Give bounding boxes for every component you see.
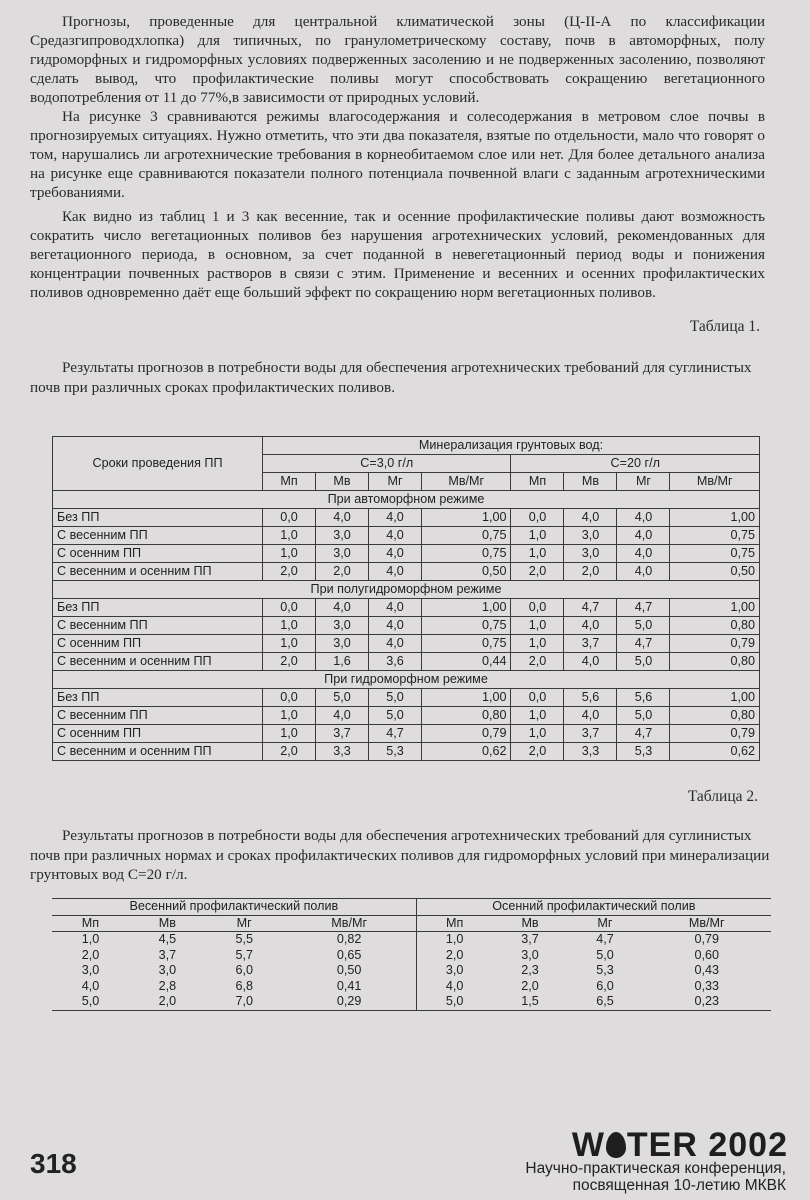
table-1-cell: 1,00 bbox=[670, 509, 760, 527]
table-1-cell: 0,79 bbox=[670, 725, 760, 743]
table-2-subheader: Мв/Мг bbox=[642, 915, 771, 932]
table-1-cell: 1,0 bbox=[263, 617, 316, 635]
table-1-cell: 0,80 bbox=[670, 653, 760, 671]
table-1-row-label: С осенним ПП bbox=[53, 725, 263, 743]
table-1-subheader: Мв bbox=[564, 473, 617, 491]
table-2-cell: 0,23 bbox=[642, 994, 771, 1010]
table-1-cell: 3,7 bbox=[316, 725, 369, 743]
table-1-cell: 1,0 bbox=[263, 545, 316, 563]
table-2-body bbox=[52, 932, 771, 1011]
table-2-cell: 4,0 bbox=[81, 978, 100, 993]
table-1-cell: 0,80 bbox=[670, 617, 760, 635]
table-1-cell: 3,0 bbox=[316, 617, 369, 635]
table-1-cell: 0,62 bbox=[670, 743, 760, 761]
table-1-cell: 3,0 bbox=[564, 527, 617, 545]
table-1-cell: 2,0 bbox=[263, 653, 316, 671]
paragraph-3-text: Как видно из таблиц 1 и 3 как весенние, так и осенние профилактические поливы дают возможность сократить число вегетационных поливов без нарушения агротехнических условий, рекомендованных для вегетационного периода, в основном, за счет поданной в невегетационный период воды и понижения концентрации почвенных растворов в связи с этим. Применение и весенних и осенних профилактических поливов одновременно даёт еще больший эффект по сокращению норм вегетационных поливов. bbox=[30, 208, 765, 301]
table-1-cell: 4,0 bbox=[564, 653, 617, 671]
table-2-cell: 3,0 bbox=[158, 963, 177, 978]
table-1-cell: 5,6 bbox=[617, 689, 670, 707]
table-1-cell: 0,75 bbox=[422, 545, 511, 563]
table-row bbox=[53, 617, 760, 635]
table-1-cell: 0,0 bbox=[263, 509, 316, 527]
table-row bbox=[53, 689, 760, 707]
table-1-subheader: Мв/Мг bbox=[670, 473, 760, 491]
table-2-cell: 4,0 bbox=[445, 978, 464, 993]
table-1-cell: 1,0 bbox=[511, 707, 564, 725]
table-1-cell: 4,0 bbox=[369, 617, 422, 635]
table-1-heading-text: Результаты прогнозов в потребности воды для обеспечения агротехнических требований для суглинистых почв при различных сроках профилактических поливов. bbox=[30, 359, 752, 396]
table-1-cell: 0,0 bbox=[511, 689, 564, 707]
table-1-group-2-header: C=20 г/л bbox=[511, 455, 760, 473]
table-2-cell: 5,3 bbox=[596, 963, 614, 978]
table-row bbox=[53, 653, 760, 671]
table-1-section-row bbox=[53, 491, 760, 509]
table-2-cell: 4,7 bbox=[596, 932, 614, 947]
table-1-cell: 4,0 bbox=[316, 707, 369, 725]
table-1-row-label: С весенним ПП bbox=[53, 707, 263, 725]
table-2-cell: 0,50 bbox=[283, 963, 417, 979]
table-2-group-1-header: Весенний профилактический полив bbox=[52, 899, 416, 916]
table-2-cell: 7,0 bbox=[206, 994, 283, 1010]
table-row bbox=[53, 743, 760, 761]
table-1-section-title: При гидроморфном режиме bbox=[53, 671, 760, 689]
table-1-cell: 2,0 bbox=[511, 563, 564, 581]
table-2-cell: 0,41 bbox=[283, 979, 417, 995]
table-1-subheader: Мв bbox=[316, 473, 369, 491]
table-1-row-label: Без ПП bbox=[53, 689, 263, 707]
table-1-cell: 0,75 bbox=[422, 635, 511, 653]
table-1-cell: 5,0 bbox=[617, 653, 670, 671]
table-1-cell: 0,79 bbox=[422, 725, 511, 743]
table-2-subheader: Мв bbox=[493, 915, 568, 932]
table-2-subheader: Мп bbox=[416, 915, 492, 932]
table-1-cell: 1,00 bbox=[670, 599, 760, 617]
table-1-cell: 0,50 bbox=[422, 563, 511, 581]
table-1-row-label: Без ПП bbox=[53, 599, 263, 617]
table-row bbox=[53, 635, 760, 653]
table-2-cell: 2,3 bbox=[521, 963, 539, 978]
table-1-cell: 4,7 bbox=[564, 599, 617, 617]
table-1-subheader: Мв/Мг bbox=[422, 473, 511, 491]
table-1-cell: 1,0 bbox=[263, 725, 316, 743]
table-2-caption: Таблица 2. bbox=[687, 788, 758, 805]
table-1-subheader: Мп bbox=[263, 473, 316, 491]
table-1-cell: 4,0 bbox=[564, 707, 617, 725]
table-1-cell: 2,0 bbox=[511, 653, 564, 671]
water-drop-icon bbox=[606, 1132, 626, 1158]
table-2-subheader: Мп bbox=[52, 915, 129, 932]
table-1-cell: 0,80 bbox=[670, 707, 760, 725]
conference-line-1: Научно-практическая конференция, bbox=[525, 1160, 786, 1177]
table-2-cell: 3,7 bbox=[158, 947, 177, 962]
table-1-cell: 3,7 bbox=[564, 725, 617, 743]
table-2-heading bbox=[30, 826, 770, 885]
table-2-cell: 0,79 bbox=[694, 932, 719, 947]
table-1-cell: 4,0 bbox=[369, 509, 422, 527]
table-1-cell: 1,00 bbox=[422, 509, 511, 527]
table-1-cell: 1,0 bbox=[263, 707, 316, 725]
table-2-subheader-row bbox=[52, 915, 771, 932]
table-1-cell: 2,0 bbox=[511, 743, 564, 761]
table-1-cell: 4,7 bbox=[369, 725, 422, 743]
table-2-cell: 6,8 bbox=[235, 978, 253, 993]
table-1-row-label: С весенним и осенним ПП bbox=[53, 563, 263, 581]
table-1-cell: 5,0 bbox=[369, 689, 422, 707]
table-1-cell: 0,75 bbox=[670, 527, 760, 545]
table-1-row-label: С весенним и осенним ПП bbox=[53, 653, 263, 671]
table-1-cell: 2,0 bbox=[316, 563, 369, 581]
table-row bbox=[53, 563, 760, 581]
table-2-cell: 2,0 bbox=[129, 994, 206, 1010]
table-1-cell: 3,3 bbox=[564, 743, 617, 761]
table-1-cell: 1,00 bbox=[670, 689, 760, 707]
table-1-heading bbox=[30, 358, 770, 397]
table-row bbox=[52, 963, 771, 979]
table-row bbox=[52, 932, 771, 948]
table-1-subheader: Мг bbox=[369, 473, 422, 491]
table-1-cell: 4,0 bbox=[617, 527, 670, 545]
table-1-row-label: С весенним ПП bbox=[53, 617, 263, 635]
table-1-cell: 0,75 bbox=[422, 527, 511, 545]
table-1-cell: 3,7 bbox=[564, 635, 617, 653]
table-1-cell: 0,79 bbox=[670, 635, 760, 653]
table-1-cell: 0,0 bbox=[263, 689, 316, 707]
paragraph-2-text: На рисунке 3 сравниваются режимы влагосодержания и солесодержания в метровом слое почвы в прогнозируемых ситуациях. Нужно отметить, что эти два показателя, взятые по отдельности, мало что говорят о том, нарушались ли агротехнические требования в корнеобитаемом слое или нет. Для более детального анализа на рисунке еще сравниваются показатели полного потенциала почвенной влаги с заданным агротехническими требованиями. bbox=[30, 108, 765, 201]
table-1-cell: 5,0 bbox=[369, 707, 422, 725]
conference-line-2: посвященная 10-летию МКВК bbox=[572, 1177, 786, 1194]
table-2-cell: 3,0 bbox=[81, 963, 100, 978]
table-row bbox=[53, 545, 760, 563]
table-1-cell: 3,0 bbox=[316, 545, 369, 563]
table-1-row-label: Без ПП bbox=[53, 509, 263, 527]
table-2-cell: 1,0 bbox=[81, 932, 100, 947]
table-row bbox=[53, 725, 760, 743]
table-1-row-label: С осенним ПП bbox=[53, 635, 263, 653]
table-2-cell: 3,0 bbox=[445, 963, 464, 978]
table-1-cell: 4,0 bbox=[316, 509, 369, 527]
table-1-cell: 5,3 bbox=[617, 743, 670, 761]
table-1-cell: 0,0 bbox=[511, 509, 564, 527]
table-2-cell: 3,7 bbox=[521, 932, 539, 947]
table-2-cell: 2,0 bbox=[445, 947, 464, 962]
table-1-cell: 4,0 bbox=[617, 545, 670, 563]
table-1-cell: 1,6 bbox=[316, 653, 369, 671]
table-1-cell: 0,75 bbox=[422, 617, 511, 635]
paragraph-1-text: Прогнозы, проведенные для центральной климатической зоны (Ц-II-А по классификации Средазгипроводхлопка) для типичных, по гранулометрическому составу, почв в автоморфных, полу гидроморфных и гидроморфных условиях подверженных засолению и не подверженных засолению, позволяют сделать вывод, что профилактические поливы могут способствовать сокращению вегетационного водопотребления от 11 до 77%,в зависимости от природных условий. bbox=[30, 13, 765, 106]
table-2-cell: 2,0 bbox=[521, 978, 539, 993]
table-1-cell: 0,80 bbox=[422, 707, 511, 725]
table-2-heading-text: Результаты прогнозов в потребности воды для обеспечения агротехнических требований для суглинистых почв при различных нормах и сроках профилактических поливов для гидроморфных условий при минерализации грунтовых вод С=20 г/л. bbox=[30, 827, 770, 883]
table-2-cell: 1,5 bbox=[493, 994, 568, 1010]
table-1-section-title: При автоморфном режиме bbox=[53, 491, 760, 509]
table-1-cell: 4,0 bbox=[316, 599, 369, 617]
table-1-cell: 1,0 bbox=[511, 635, 564, 653]
paragraph-1 bbox=[30, 12, 765, 107]
table-2-cell: 0,60 bbox=[694, 947, 719, 962]
table-2-cell: 5,0 bbox=[416, 994, 492, 1010]
table-1-cell: 4,0 bbox=[369, 599, 422, 617]
table-1-cell: 5,0 bbox=[316, 689, 369, 707]
table-1-cell: 0,0 bbox=[511, 599, 564, 617]
table-1-row-label: С весенним ПП bbox=[53, 527, 263, 545]
table-1-subheader: Мп bbox=[511, 473, 564, 491]
table-1-section-row bbox=[53, 671, 760, 689]
table-1-cell: 2,0 bbox=[263, 743, 316, 761]
table-2-cell: 5,5 bbox=[235, 932, 253, 947]
table-1-row-label: С весенним и осенним ПП bbox=[53, 743, 263, 761]
table-2-subheader: Мв bbox=[129, 915, 206, 932]
table-2-cell: 0,33 bbox=[694, 978, 719, 993]
table-1-cell: 0,0 bbox=[263, 599, 316, 617]
table-row bbox=[52, 948, 771, 964]
table-1 bbox=[52, 436, 760, 761]
table-2-cell: 0,65 bbox=[283, 948, 417, 964]
table-1-cell: 5,3 bbox=[369, 743, 422, 761]
paragraph-3 bbox=[30, 207, 765, 302]
table-1-cell: 3,0 bbox=[564, 545, 617, 563]
table-1-cell: 4,0 bbox=[369, 527, 422, 545]
table-2-cell: 0,29 bbox=[283, 994, 417, 1010]
table-2-cell: 4,5 bbox=[158, 932, 177, 947]
table-1-mineral-header: Минерализация грунтовых вод: bbox=[263, 437, 760, 455]
table-1-cell: 4,0 bbox=[617, 509, 670, 527]
table-1-cell: 4,0 bbox=[564, 617, 617, 635]
table-1-group-1-header: C=3,0 г/л bbox=[263, 455, 511, 473]
table-2-subheader: Мв/Мг bbox=[283, 915, 417, 932]
table-1-cell: 3,6 bbox=[369, 653, 422, 671]
table-2-cell: 2,8 bbox=[158, 978, 177, 993]
table-row bbox=[52, 979, 771, 995]
table-row bbox=[52, 994, 771, 1010]
table-1-cell: 1,0 bbox=[511, 545, 564, 563]
table-1-cell: 1,0 bbox=[263, 635, 316, 653]
table-1-cell: 4,0 bbox=[369, 545, 422, 563]
table-1-section-row bbox=[53, 581, 760, 599]
table-1-section-title: При полугидроморфном режиме bbox=[53, 581, 760, 599]
table-2-cell: 0,43 bbox=[694, 963, 719, 978]
table-1-row-label: С осенним ПП bbox=[53, 545, 263, 563]
table-2-cell: 6,0 bbox=[235, 963, 253, 978]
table-2-cell: 0,82 bbox=[283, 932, 417, 948]
table-1-cell: 5,0 bbox=[617, 707, 670, 725]
table-1-cell: 4,7 bbox=[617, 635, 670, 653]
table-2-group-2-header: Осенний профилактический полив bbox=[416, 899, 771, 916]
table-1-cell: 4,0 bbox=[617, 563, 670, 581]
table-1-cell: 4,7 bbox=[617, 599, 670, 617]
logo-text-start: W bbox=[571, 1126, 605, 1164]
paragraph-2 bbox=[30, 107, 765, 202]
table-2-cell: 2,0 bbox=[81, 947, 100, 962]
logo-text-end: TER 2002 bbox=[626, 1126, 788, 1164]
table-1-cell: 3,0 bbox=[316, 527, 369, 545]
table-2 bbox=[52, 898, 771, 1011]
table-row bbox=[53, 509, 760, 527]
table-1-cell: 5,6 bbox=[564, 689, 617, 707]
table-1-cell: 1,00 bbox=[422, 689, 511, 707]
table-2-cell: 5,0 bbox=[52, 994, 129, 1010]
table-2-cell: 6,5 bbox=[568, 994, 643, 1010]
table-1-cell: 3,0 bbox=[316, 635, 369, 653]
table-1-cell: 0,50 bbox=[670, 563, 760, 581]
table-1-cell: 4,0 bbox=[369, 563, 422, 581]
table-1-cell: 3,3 bbox=[316, 743, 369, 761]
table-2-cell: 3,0 bbox=[521, 947, 539, 962]
table-2-cell: 6,0 bbox=[596, 978, 614, 993]
table-1-cell: 0,62 bbox=[422, 743, 511, 761]
table-1-caption: Таблица 1. bbox=[689, 318, 760, 335]
table-row bbox=[53, 707, 760, 725]
table-1-term-header: Сроки проведения ПП bbox=[53, 437, 263, 491]
table-1-cell: 0,44 bbox=[422, 653, 511, 671]
table-2-cell: 1,0 bbox=[445, 932, 464, 947]
table-2-subheader: Мг bbox=[568, 915, 643, 932]
table-1-cell: 2,0 bbox=[263, 563, 316, 581]
table-1-cell: 1,0 bbox=[263, 527, 316, 545]
conference-title bbox=[525, 1160, 786, 1194]
table-1-cell: 4,0 bbox=[564, 509, 617, 527]
table-1-cell: 1,00 bbox=[422, 599, 511, 617]
table-1-cell: 4,7 bbox=[617, 725, 670, 743]
table-2-cell: 5,0 bbox=[596, 947, 614, 962]
table-1-cell: 1,0 bbox=[511, 527, 564, 545]
table-1-cell: 2,0 bbox=[564, 563, 617, 581]
table-2-subheader: Мг bbox=[206, 915, 283, 932]
table-1-cell: 1,0 bbox=[511, 617, 564, 635]
table-1-cell: 0,75 bbox=[670, 545, 760, 563]
table-1-cell: 4,0 bbox=[369, 635, 422, 653]
table-1-cell: 1,0 bbox=[511, 725, 564, 743]
table-1-body bbox=[53, 491, 760, 761]
table-2-cell: 5,7 bbox=[235, 947, 253, 962]
table-row bbox=[53, 599, 760, 617]
table-1-cell: 5,0 bbox=[617, 617, 670, 635]
page-number: 318 bbox=[30, 1148, 77, 1179]
table-1-subheader: Мг bbox=[617, 473, 670, 491]
table-row bbox=[53, 527, 760, 545]
